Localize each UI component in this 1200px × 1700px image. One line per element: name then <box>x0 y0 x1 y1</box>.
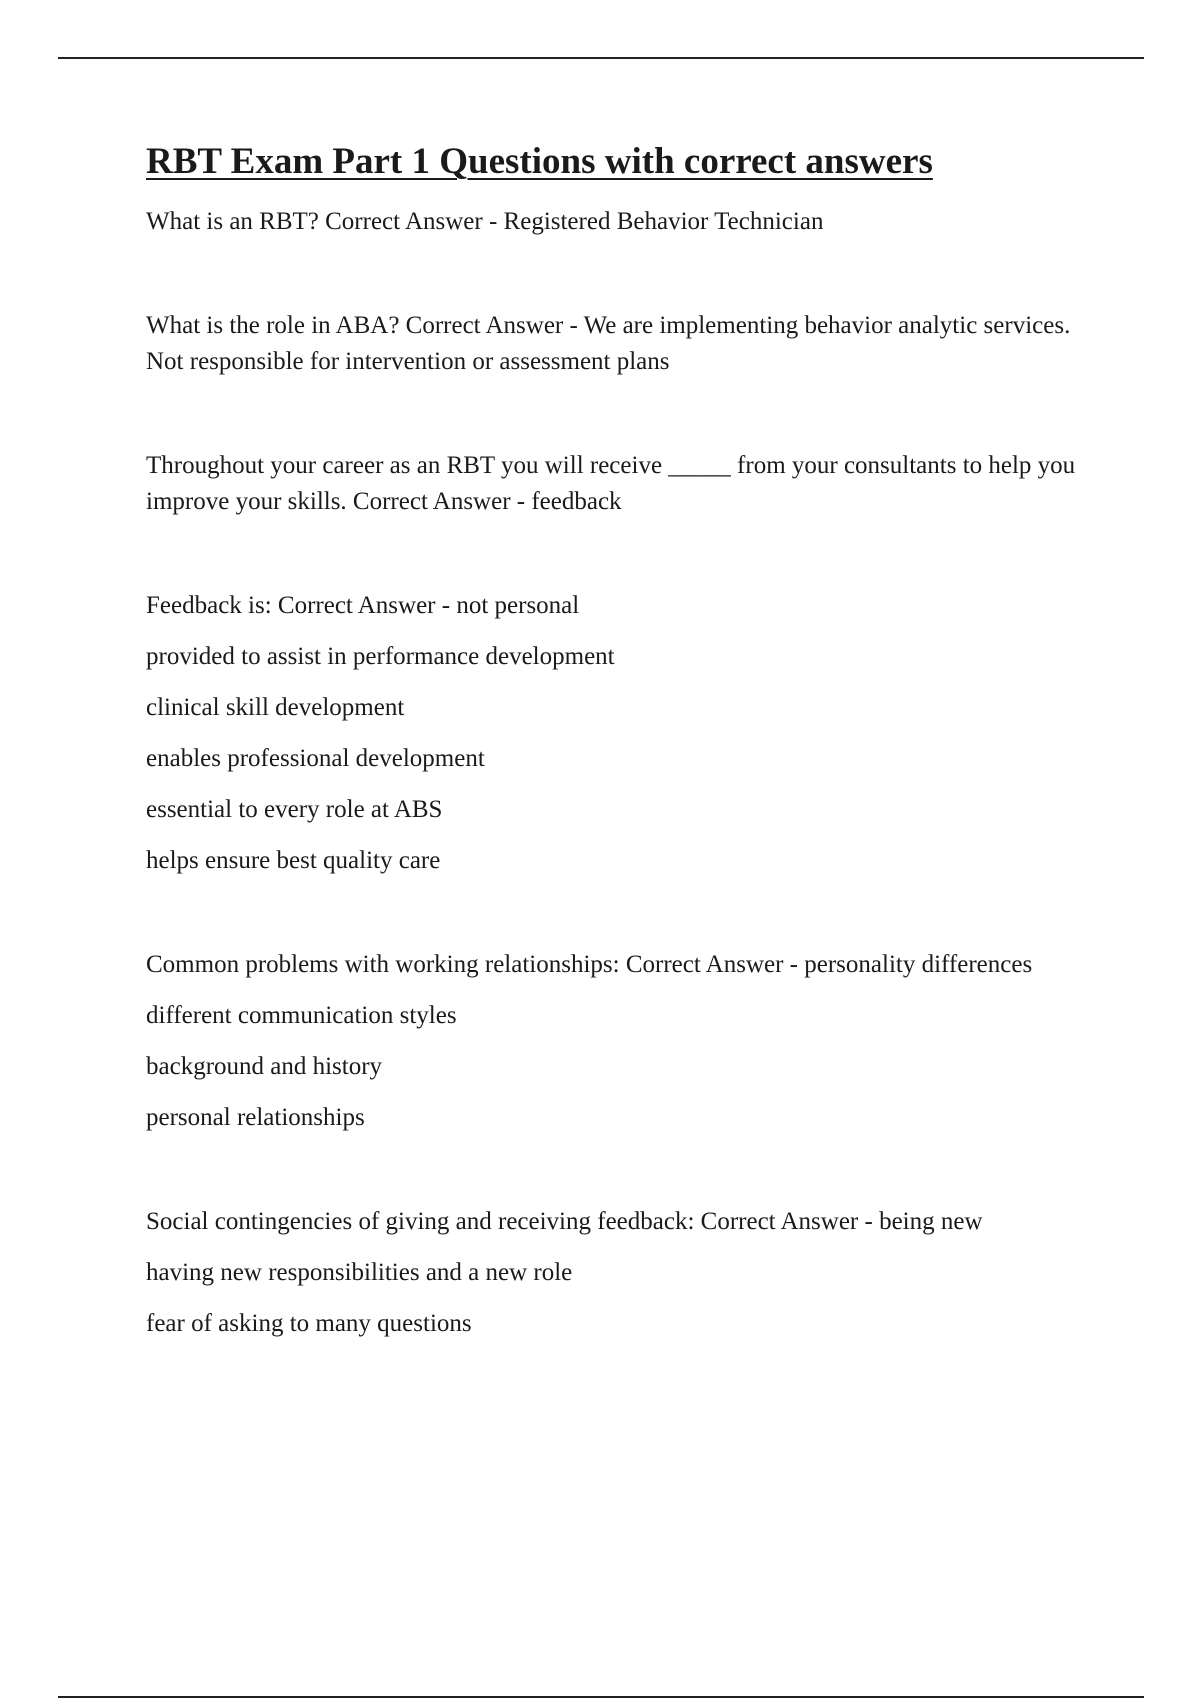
answer-line: different communication styles <box>146 1002 457 1030</box>
header-rule <box>58 57 1144 59</box>
answer-line: personal relationships <box>146 1104 365 1132</box>
answer-line: essential to every role at ABS <box>146 796 443 824</box>
qa-block-5 <box>146 947 1086 1136</box>
question-text: Common problems with working relationships: Correct Answer - personality differences <box>146 951 1033 979</box>
answer-line: helps ensure best quality care <box>146 847 441 875</box>
qa-block-1 <box>146 204 1086 240</box>
question-text: Throughout your career as an RBT you will receive _____ from your consultants to help you improve your skills. Correct Answer - feedback <box>146 452 1076 516</box>
document-title: RBT Exam Part 1 Questions with correct answers <box>146 141 933 182</box>
document-body <box>146 140 1086 1342</box>
footer-rule <box>58 1696 1144 1698</box>
question-text: What is the role in ABA? Correct Answer - We are implementing behavior analytic services. Not responsible for intervention or assessment plans <box>146 312 1071 376</box>
qa-block-2 <box>146 308 1086 380</box>
answer-line: fear of asking to many questions <box>146 1310 472 1338</box>
qa-block-4 <box>146 588 1086 879</box>
answer-line: enables professional development <box>146 745 485 773</box>
qa-block-3 <box>146 448 1086 520</box>
qa-block-6 <box>146 1204 1086 1342</box>
question-text: Feedback is: Correct Answer - not personal <box>146 592 580 620</box>
answer-line: having new responsibilities and a new role <box>146 1259 573 1287</box>
question-text: What is an RBT? Correct Answer - Registered Behavior Technician <box>146 208 824 236</box>
answer-line: clinical skill development <box>146 694 405 722</box>
answer-line: provided to assist in performance development <box>146 643 615 671</box>
answer-line: background and history <box>146 1053 383 1081</box>
question-text: Social contingencies of giving and receiving feedback: Correct Answer - being new <box>146 1208 983 1236</box>
